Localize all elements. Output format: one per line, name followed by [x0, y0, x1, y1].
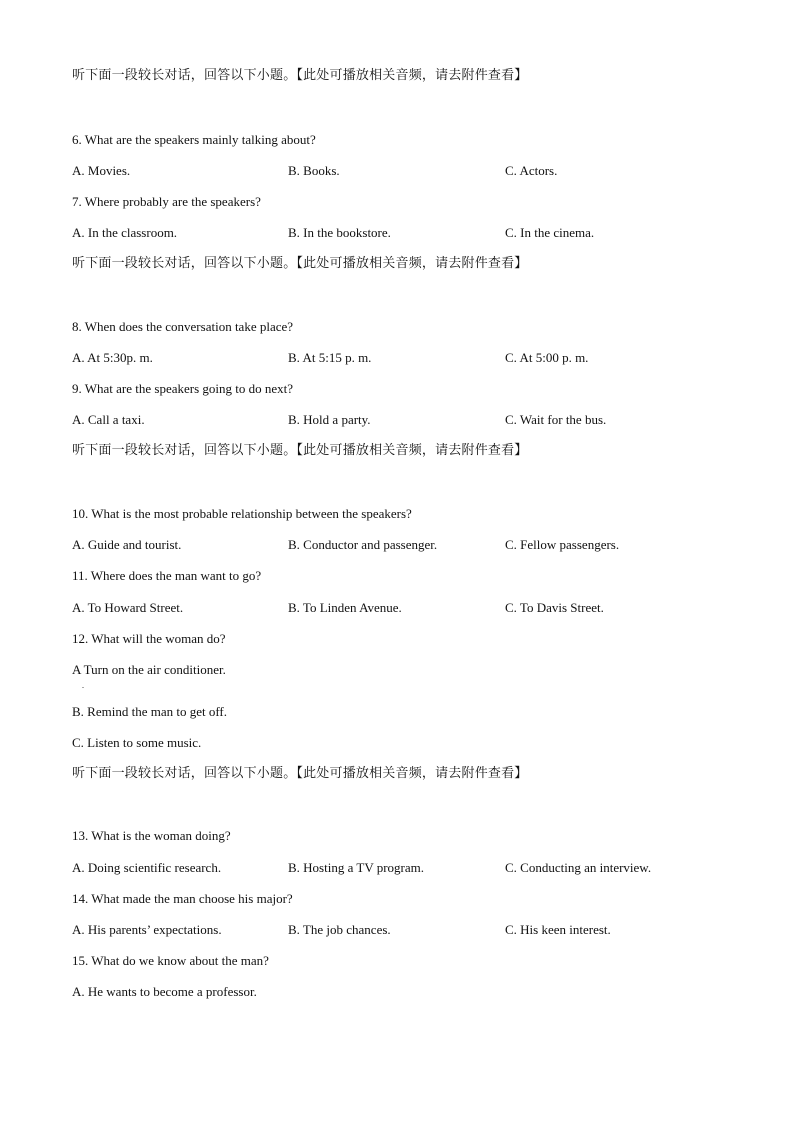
question-stem: 10. What is the most probable relationship between the speakers?	[72, 506, 412, 521]
option-a: A. He wants to become a professor.	[72, 984, 257, 999]
option-c: C. Actors.	[505, 163, 558, 178]
option-a: A. Call a taxi.	[72, 412, 145, 427]
option-b: B. Hold a party.	[288, 412, 371, 427]
option-a: A. To Howard Street.	[72, 600, 184, 615]
option-b: B. In the bookstore.	[288, 225, 391, 240]
option-c: C. Conducting an interview.	[505, 860, 652, 875]
section-instruction: 听下面一段较长对话，回答以下小题。【此处可播放相关音频，请去附件查看】	[72, 68, 528, 83]
option-b: B. At 5:15 p. m.	[288, 350, 372, 365]
option-b: B. Remind the man to get off.	[72, 704, 228, 719]
question-stem: 6. What are the speakers mainly talking about?	[72, 132, 316, 147]
question-stem: 13. What is the woman doing?	[72, 828, 231, 843]
question-stem: 14. What made the man choose his major?	[72, 891, 293, 906]
option-c: C. In the cinema.	[505, 225, 595, 240]
option-c: C. At 5:00 p. m.	[505, 350, 589, 365]
option-a: A. In the classroom.	[72, 225, 178, 240]
stray-dot-mark: .	[82, 681, 84, 690]
question-stem: 11. Where does the man want to go?	[72, 568, 262, 583]
question-stem: 9. What are the speakers going to do next?	[72, 381, 294, 396]
option-a: A. Guide and tourist.	[72, 537, 182, 552]
question-stem: 12. What will the woman do?	[72, 631, 226, 646]
option-a: A. Movies.	[72, 163, 131, 178]
option-b: B. To Linden Avenue.	[288, 600, 402, 615]
section-instruction: 听下面一段较长对话，回答以下小题。【此处可播放相关音频，请去附件查看】	[72, 766, 528, 781]
option-b: B. Conductor and passenger.	[288, 537, 438, 552]
option-c: C. Fellow passengers.	[505, 537, 620, 552]
section-instruction: 听下面一段较长对话，回答以下小题。【此处可播放相关音频，请去附件查看】	[72, 443, 528, 458]
option-b: B. Hosting a TV program.	[288, 860, 425, 875]
section-instruction: 听下面一段较长对话，回答以下小题。【此处可播放相关音频，请去附件查看】	[72, 256, 528, 271]
option-b: B. The job chances.	[288, 922, 391, 937]
option-a: A. His parents’ expectations.	[72, 922, 222, 937]
option-a: A. At 5:30p. m.	[72, 350, 153, 365]
option-c: C. Wait for the bus.	[505, 412, 607, 427]
option-a: A Turn on the air conditioner.	[72, 662, 226, 677]
option-c: C. His keen interest.	[505, 922, 611, 937]
question-stem: 7. Where probably are the speakers?	[72, 194, 261, 209]
option-b: B. Books.	[288, 163, 340, 178]
option-a: A. Doing scientific research.	[72, 860, 222, 875]
option-c: C. To Davis Street.	[505, 600, 604, 615]
option-c: C. Listen to some music.	[72, 735, 202, 750]
question-stem: 15. What do we know about the man?	[72, 953, 269, 968]
question-stem: 8. When does the conversation take place?	[72, 319, 294, 334]
